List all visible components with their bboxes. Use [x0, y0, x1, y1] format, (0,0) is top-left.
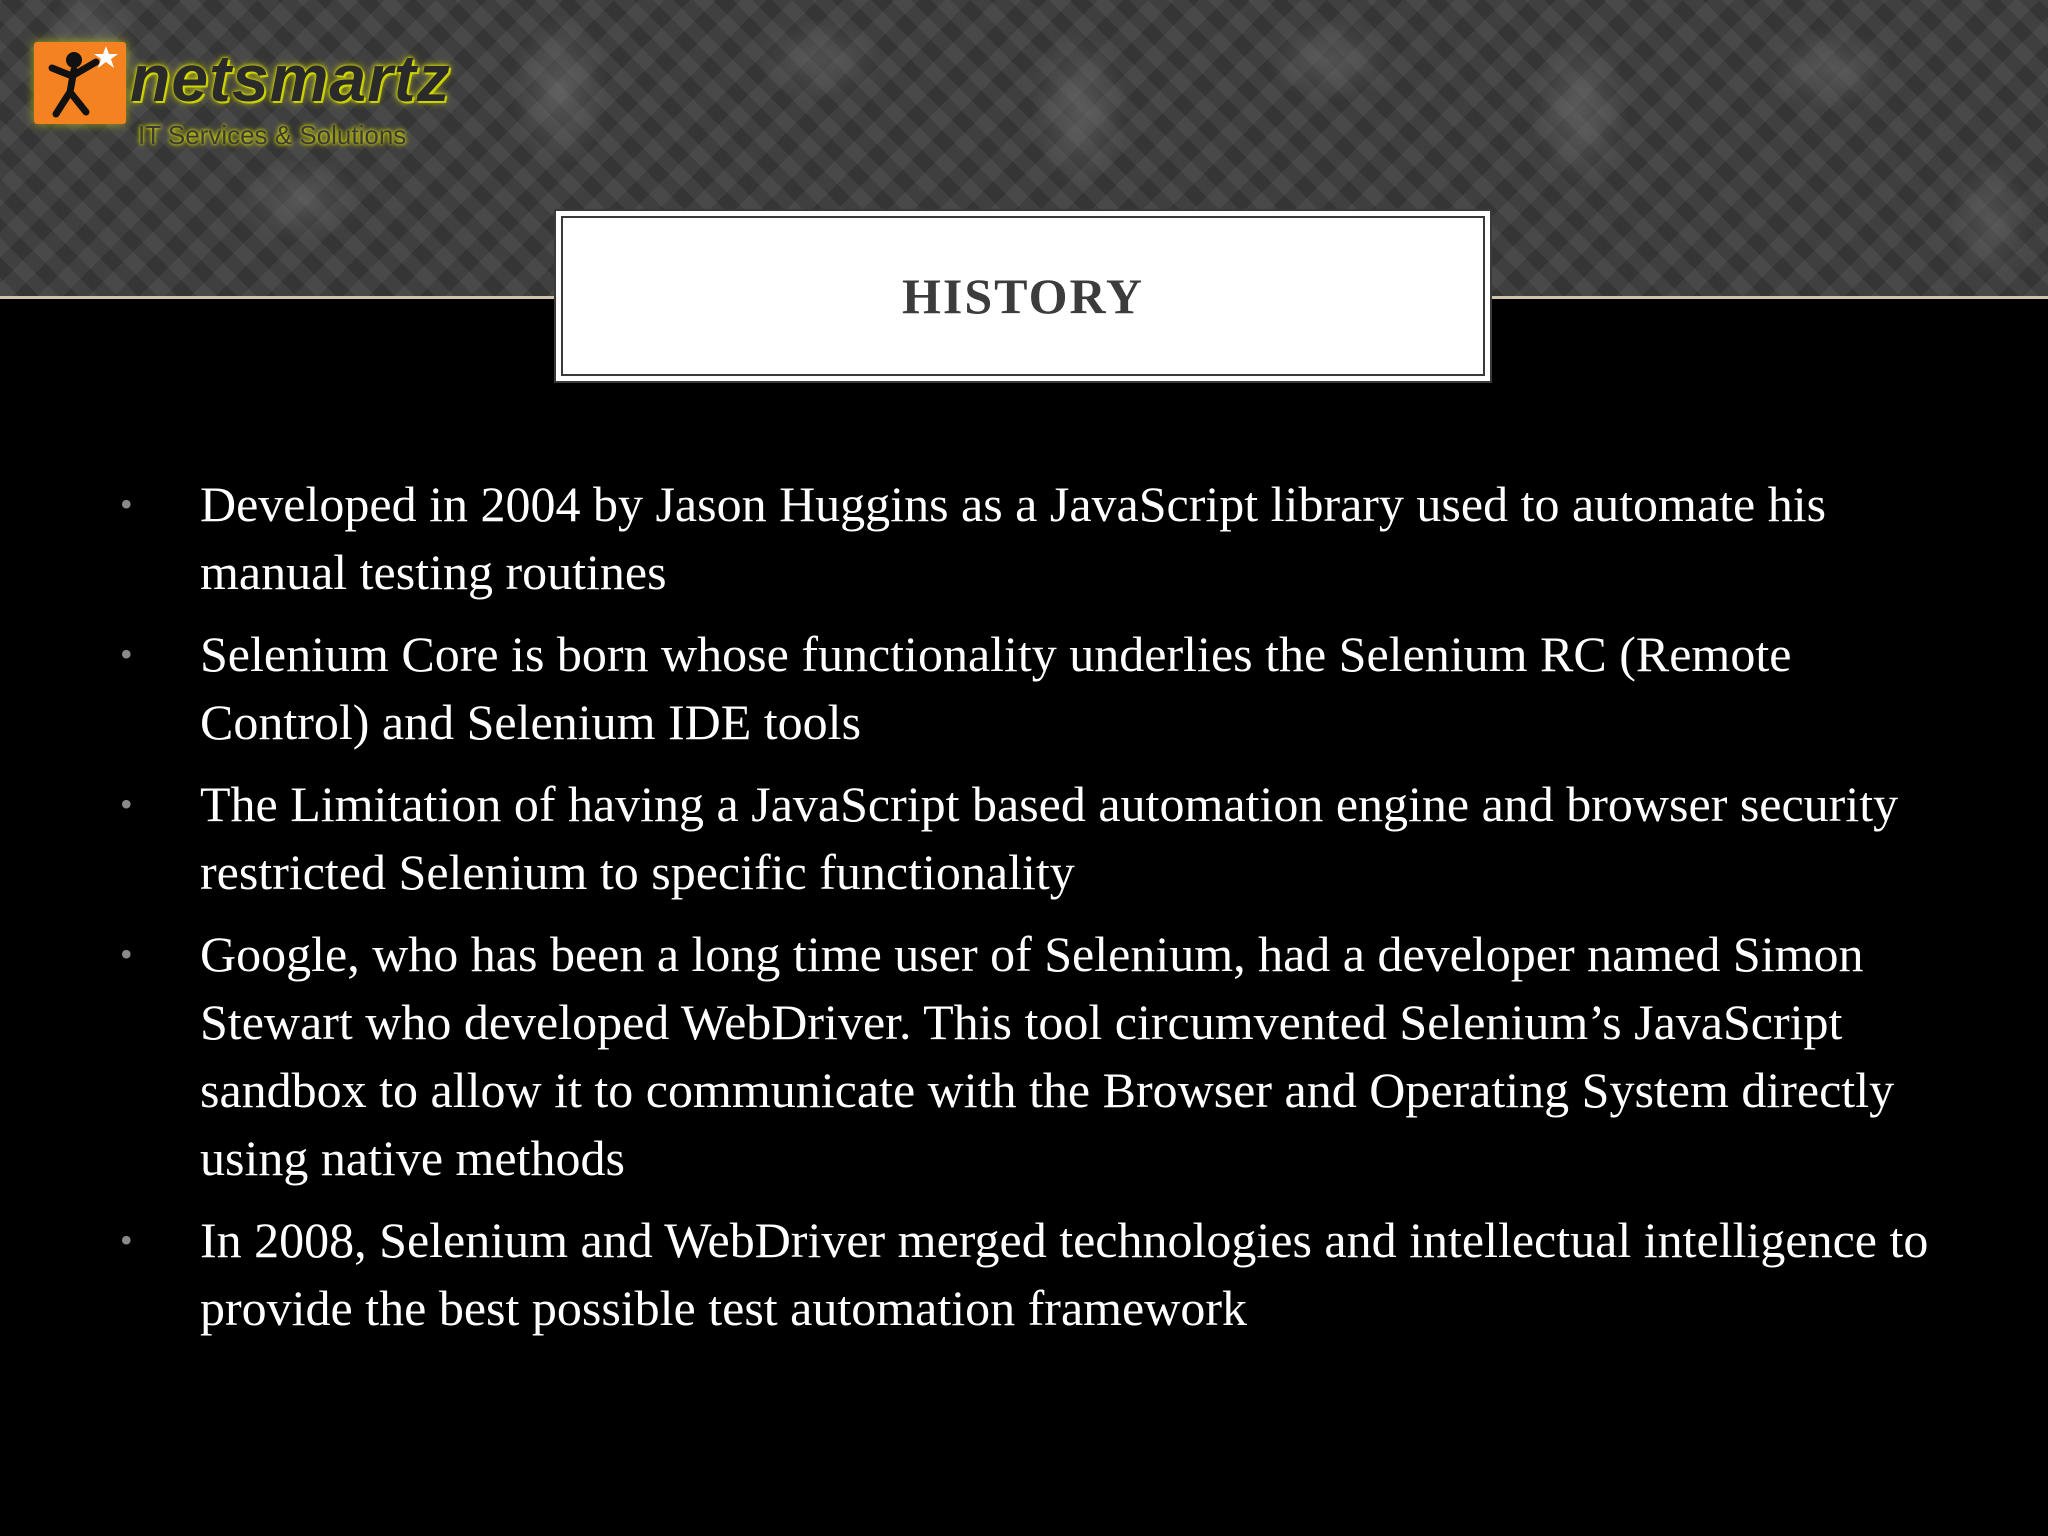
bullet-text: The Limitation of having a JavaScript based automation engine and browser security restricted Selenium to specific functionality: [200, 776, 1899, 900]
slide-title: HISTORY: [902, 268, 1144, 324]
bullet-icon: •: [120, 634, 133, 674]
bullet-text: Selenium Core is born whose functionality underlies the Selenium RC (Remote Control) and Selenium IDE tools: [200, 626, 1792, 750]
title-box-inner: [561, 216, 1485, 376]
running-figure-icon: [34, 42, 126, 124]
bullet-icon: •: [120, 934, 133, 974]
logo-tagline: IT Services & Solutions: [138, 120, 407, 150]
bullet-item: [120, 470, 1940, 606]
bullet-item: [120, 770, 1940, 906]
bullet-item: [120, 620, 1940, 756]
bullet-item: [120, 920, 1940, 1192]
logo-wordmark: netsmartz: [130, 41, 451, 115]
bullet-icon: •: [120, 484, 133, 524]
bullet-text: Google, who has been a long time user of Selenium, had a developer named Simon Stewart who developed WebDriver. This tool circumvented Selenium’s JavaScript sandbox to allow it to communicate with the Browser and Operating System directly using native methods: [200, 926, 1895, 1186]
bullet-item: [120, 1206, 1940, 1342]
bullet-text: Developed in 2004 by Jason Huggins as a JavaScript library used to automate his manual testing routines: [200, 476, 1827, 600]
logo-mark: [34, 42, 126, 124]
bullet-text: In 2008, Selenium and WebDriver merged technologies and intellectual intelligence to provide the best possible test automation framework: [200, 1212, 1929, 1336]
bullet-list: [120, 470, 1940, 1356]
bullet-icon: •: [120, 1220, 133, 1260]
bullet-icon: •: [120, 784, 133, 824]
title-box: [554, 209, 1492, 383]
netsmartz-logo: [34, 38, 464, 168]
